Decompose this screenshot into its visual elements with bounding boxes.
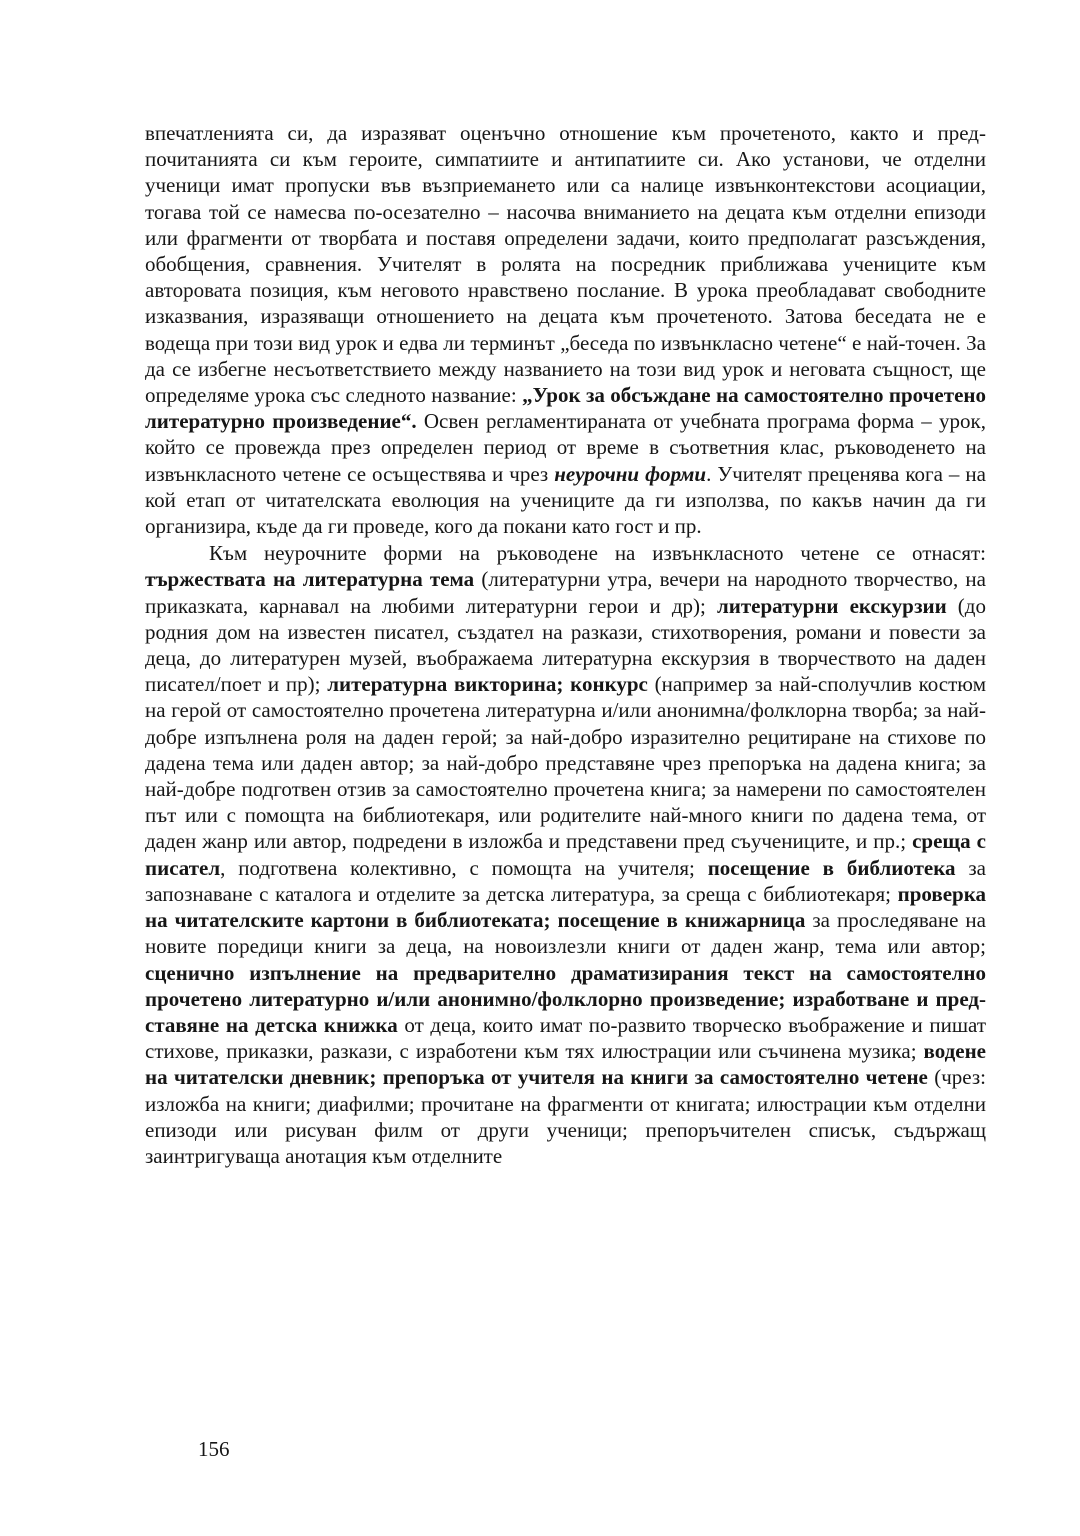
p2-bold-6: проверка на читателските картони в библиотеката; посещение в книжарница (145, 881, 986, 933)
paragraph-1 (145, 120, 986, 539)
p1-text-1: впечатленията си, да изразяват оценъчно отношение към прочетеното, както и предпочитанията си към героите, симпатиите и антипатиите си. Ако установи, че отделни ученици имат пропуски във възприемането или са налице извънконтекстови асоциации, тогава той се намесва по-осезателно – насочва вниманието на децата към отделни епизоди или фрагменти от творбата и поставя определени задачи, които предполагат разсъждения, обобщения, сравнения. Учителят в ролята на посредник приближава учениците към авторовата позиция, към неговото нравствено послание. В урока преобладават свободните изказвания, изразяващи отношението на децата към прочетеното. Затова беседата не е водеща при този вид урок и едва ли терминът „беседа по извънкласно четене“ е най-точен. За да се избегне несъответствието между названието на този вид урок и неговата същност, ще определяме урока със следното название: (145, 121, 986, 408)
p2-text-9: (чрез: изложба на книги; диафилми; прочитане на фрагменти от книгата; илюстрации към отделни епизоди или рисуван филм от други ученици; препоръчителен списък, съдържащ заинтригуваща анотация към отделните (145, 1065, 986, 1168)
p2-bold-4: среща с писател (145, 829, 986, 880)
p2-text-1: Към неурочните форми на ръководене на извънкласното четене се отнасят: (209, 541, 986, 566)
p2-bold-7: сценично изпълнение на предварително драматизирания текст на самостоятелно прочетено литературно и/или анонимно/фолклорно произведение; изработване и представяне на детска книжка (145, 960, 986, 1037)
p2-bold-2: литературни екскурзии (716, 593, 947, 618)
p1-bold-lesson-title: „Урок за обсъждане на самостоятелно прочетено литературно произведение“. (145, 383, 986, 434)
p2-text-8: от деца, които имат по-развито творческо въображение и пишат стихове, приказки, разкази, с изработени към тях илюстрации или съчинена музика; (145, 1012, 987, 1064)
p2-text-7: за проследяване на новите поредици книги за деца, на новоизлезли книги от даден жанр, тема или автор; (145, 908, 986, 959)
document-body (145, 120, 986, 1169)
p2-text-6: за запознаване с каталога и отделите за детска литература, за среща с библиотекаря; (145, 855, 986, 906)
p2-bold-1: тържествата на литературна тема (145, 567, 475, 592)
p1-italic-non-lesson-forms: неурочни форми (554, 461, 707, 486)
p1-text-2: Освен регламентираната от учебната програма форма – урок, който се провежда през определен период от време в съответния клас, ръководенето на извънкласното четене се осъществява и чрез (145, 409, 987, 486)
paragraph-2 (145, 540, 986, 1169)
p2-bold-8: водене на читателски дневник; препоръка от учителя на книги за самостоятелно четене (145, 1039, 986, 1090)
p2-text-3: (до родния дом на известен писател, създател на разкази, стихотворения, романи и повести за деца, до литературен музей, въображаема литературна екскурзия в творчеството на даден писател/поет и пр); (145, 593, 986, 697)
page-number: 156 (198, 1437, 230, 1461)
p2-bold-5: посещение в библиотека (707, 855, 956, 880)
p2-text-2: (литературни утра, вечери на народното творчество, на приказката, карнавал на любими литературни герои и др); (145, 567, 986, 618)
p2-text-4: (например за най-сполучлив костюм на герой от самостоятелно прочетена литературна и/или анонимна/фолклорна творба; за най-добре изпълнена роля на даден герой; за най-добро изразително рецитиране на стихове по дадена тема или даден автор; за най-добро представяне чрез препоръка на дадена книга; за най-добре подготвен отзив за самостоятелно прочетена книга; за намерени по самостоятелен път или с помощта на библиотекаря, или родителите най-много книги по дадена тема, от даден жанр или автор, подредени в изложба и представени пред съучениците, и пр.; (145, 672, 986, 854)
p2-text-5: , подготвена колективно, с помощта на учителя; (220, 855, 708, 880)
p1-text-3: . Учителят преценява кога – на кой етап от читателската еволюция на учениците да ги използва, по какъв начин да ги организира, къде да ги проведе, кого да покани като гост и пр. (145, 461, 986, 539)
p2-bold-3: литературна викторина; конкурс (327, 672, 648, 697)
